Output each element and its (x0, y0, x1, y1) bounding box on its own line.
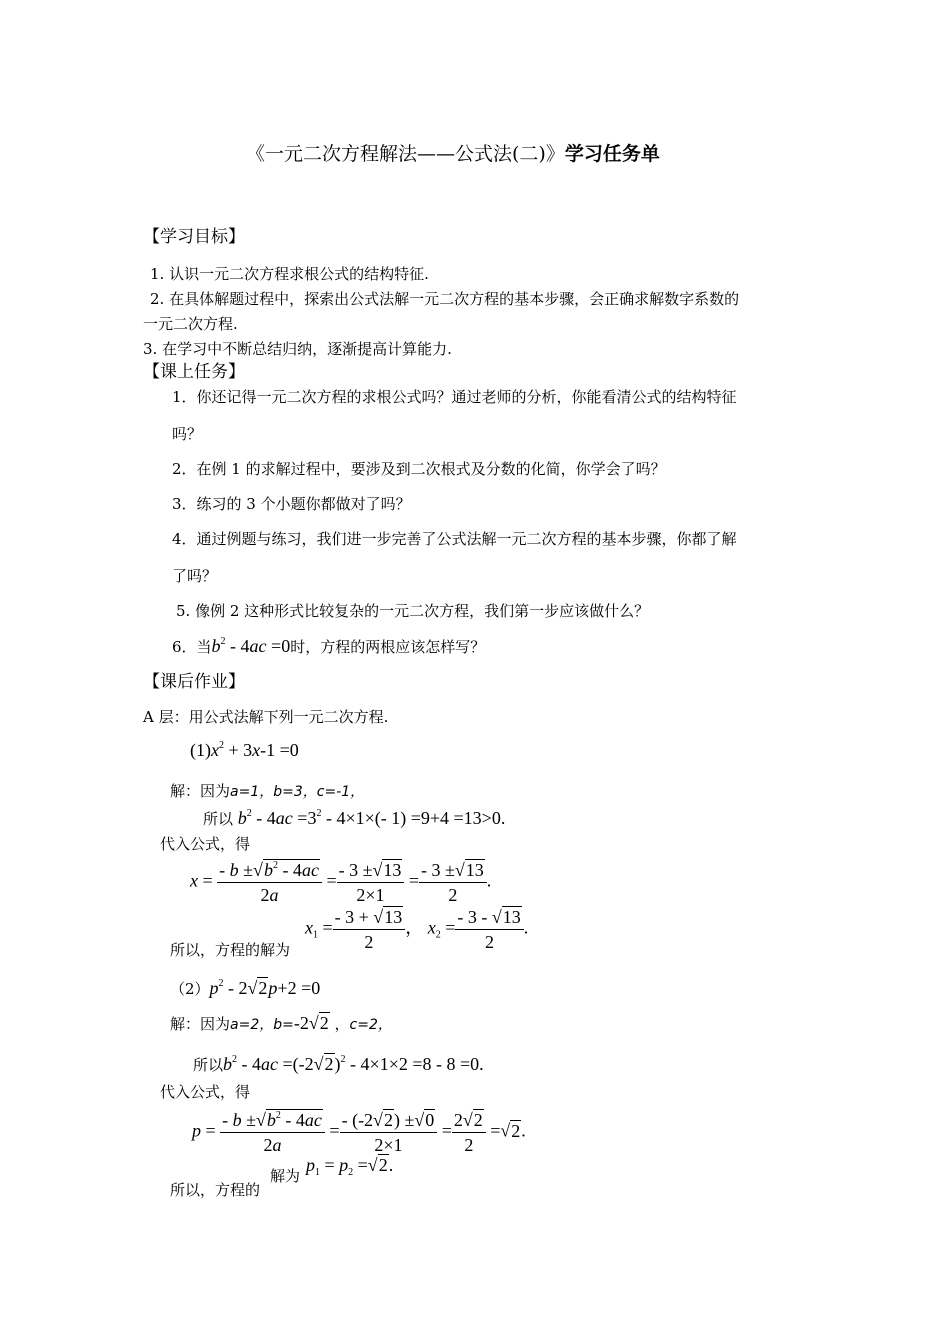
problem-2-roots-label-cont: 解为 (270, 1167, 301, 1185)
problem-2-roots-label: 所以，方程的 (170, 1181, 261, 1199)
tasks-heading: 【课上任务】 (143, 362, 245, 382)
problem-2-coefficients: 解：因为a=2，b=-2√2 ，c=2， (170, 1013, 392, 1033)
goal-item-3: 3. 在学习中不断总结归纳，逐渐提高计算能力. (143, 340, 452, 358)
problem-2-roots: $p_1 = p_2 =√2$. (306, 1155, 394, 1178)
page-title: 《一元二次方程解法——公式法(二)》学习任务单 (246, 143, 660, 165)
goal-item-1: 1. 认识一元二次方程求根公式的结构特征. (150, 265, 429, 283)
goal-item-2: 2. 在具体解题过程中，探索出公式法解一元二次方程的基本步骤，会正确求解数字系数的 (150, 290, 740, 308)
layer-a-instruction: A 层：用公式法解下列一元二次方程. (143, 708, 389, 726)
goal-item-2-cont: 一元二次方程. (143, 315, 238, 333)
task-1-cont: 吗？ (172, 425, 203, 443)
task-4-cont: 了吗？ (172, 567, 218, 585)
task-1: 1．你还记得一元二次方程的求根公式吗？通过老师的分析，你能看清公式的结构特征 (172, 388, 737, 406)
problem-1-roots-label: 所以，方程的解为 (170, 941, 291, 959)
task-3: 3．练习的 3 个小题你都做对了吗？ (172, 495, 411, 513)
task-2: 2．在例 1 的求解过程中，要涉及到二次根式及分数的化简，你学会了吗？ (172, 460, 666, 478)
problem-2-formula: p = $\frac{- b \pm√b^2 - 4ac}{2a}$ = $\frac{- (-2√2) \pm√0}{2\times 1}$ = $\frac{2√2}{2}$ =√2. (192, 1110, 526, 1155)
problem-1-roots: $x_1$ = $\frac{- 3 + √13}{2}$ ， $x_2$ = $\frac{- 3 - √13}{2}$ . (305, 907, 529, 952)
goals-heading: 【学习目标】 (143, 227, 245, 247)
problem-2-substitute: 代入公式，得 (160, 1083, 251, 1101)
task-5: 5. 像例 2 这种形式比较复杂的一元二次方程，我们第一步应该做什么？ (176, 602, 650, 620)
problem-1-coefficients: 解：因为a=1，b=3，c=-1， (170, 782, 365, 800)
problem-1-substitute: 代入公式，得 (160, 835, 251, 853)
problem-2-equation: $(2)p^2 - 2√2p+2 =0$ (170, 978, 321, 998)
problem-1-equation: $(1)x^2 + 3x-1 =0$ (190, 740, 299, 760)
homework-heading: 【课后作业】 (143, 672, 245, 692)
task-6: 6．当$b^2 - 4ac =0$时，方程的两根应该怎样写？ (172, 636, 486, 656)
task-4: 4．通过例题与练习，我们进一步完善了公式法解一元二次方程的基本步骤，你都了解 (172, 530, 737, 548)
problem-1-formula: x = $\frac{- b \pm√b^2 - 4ac}{2a}$ = $\frac{- 3 \pm√13}{2\times 1}$ = $\frac{- 3 \pm√13}{2}$ . (190, 860, 492, 905)
problem-2-discriminant: 所以$b^2 - 4ac =(-2√2)^2 - 4\times 1\times 2 =8 - 8 =0$. (193, 1054, 484, 1074)
problem-1-discriminant: 所以 $b^2 - 4ac =3^2 - 4\times 1\times(-$ 1) =9+4 =13>0. (203, 808, 506, 828)
